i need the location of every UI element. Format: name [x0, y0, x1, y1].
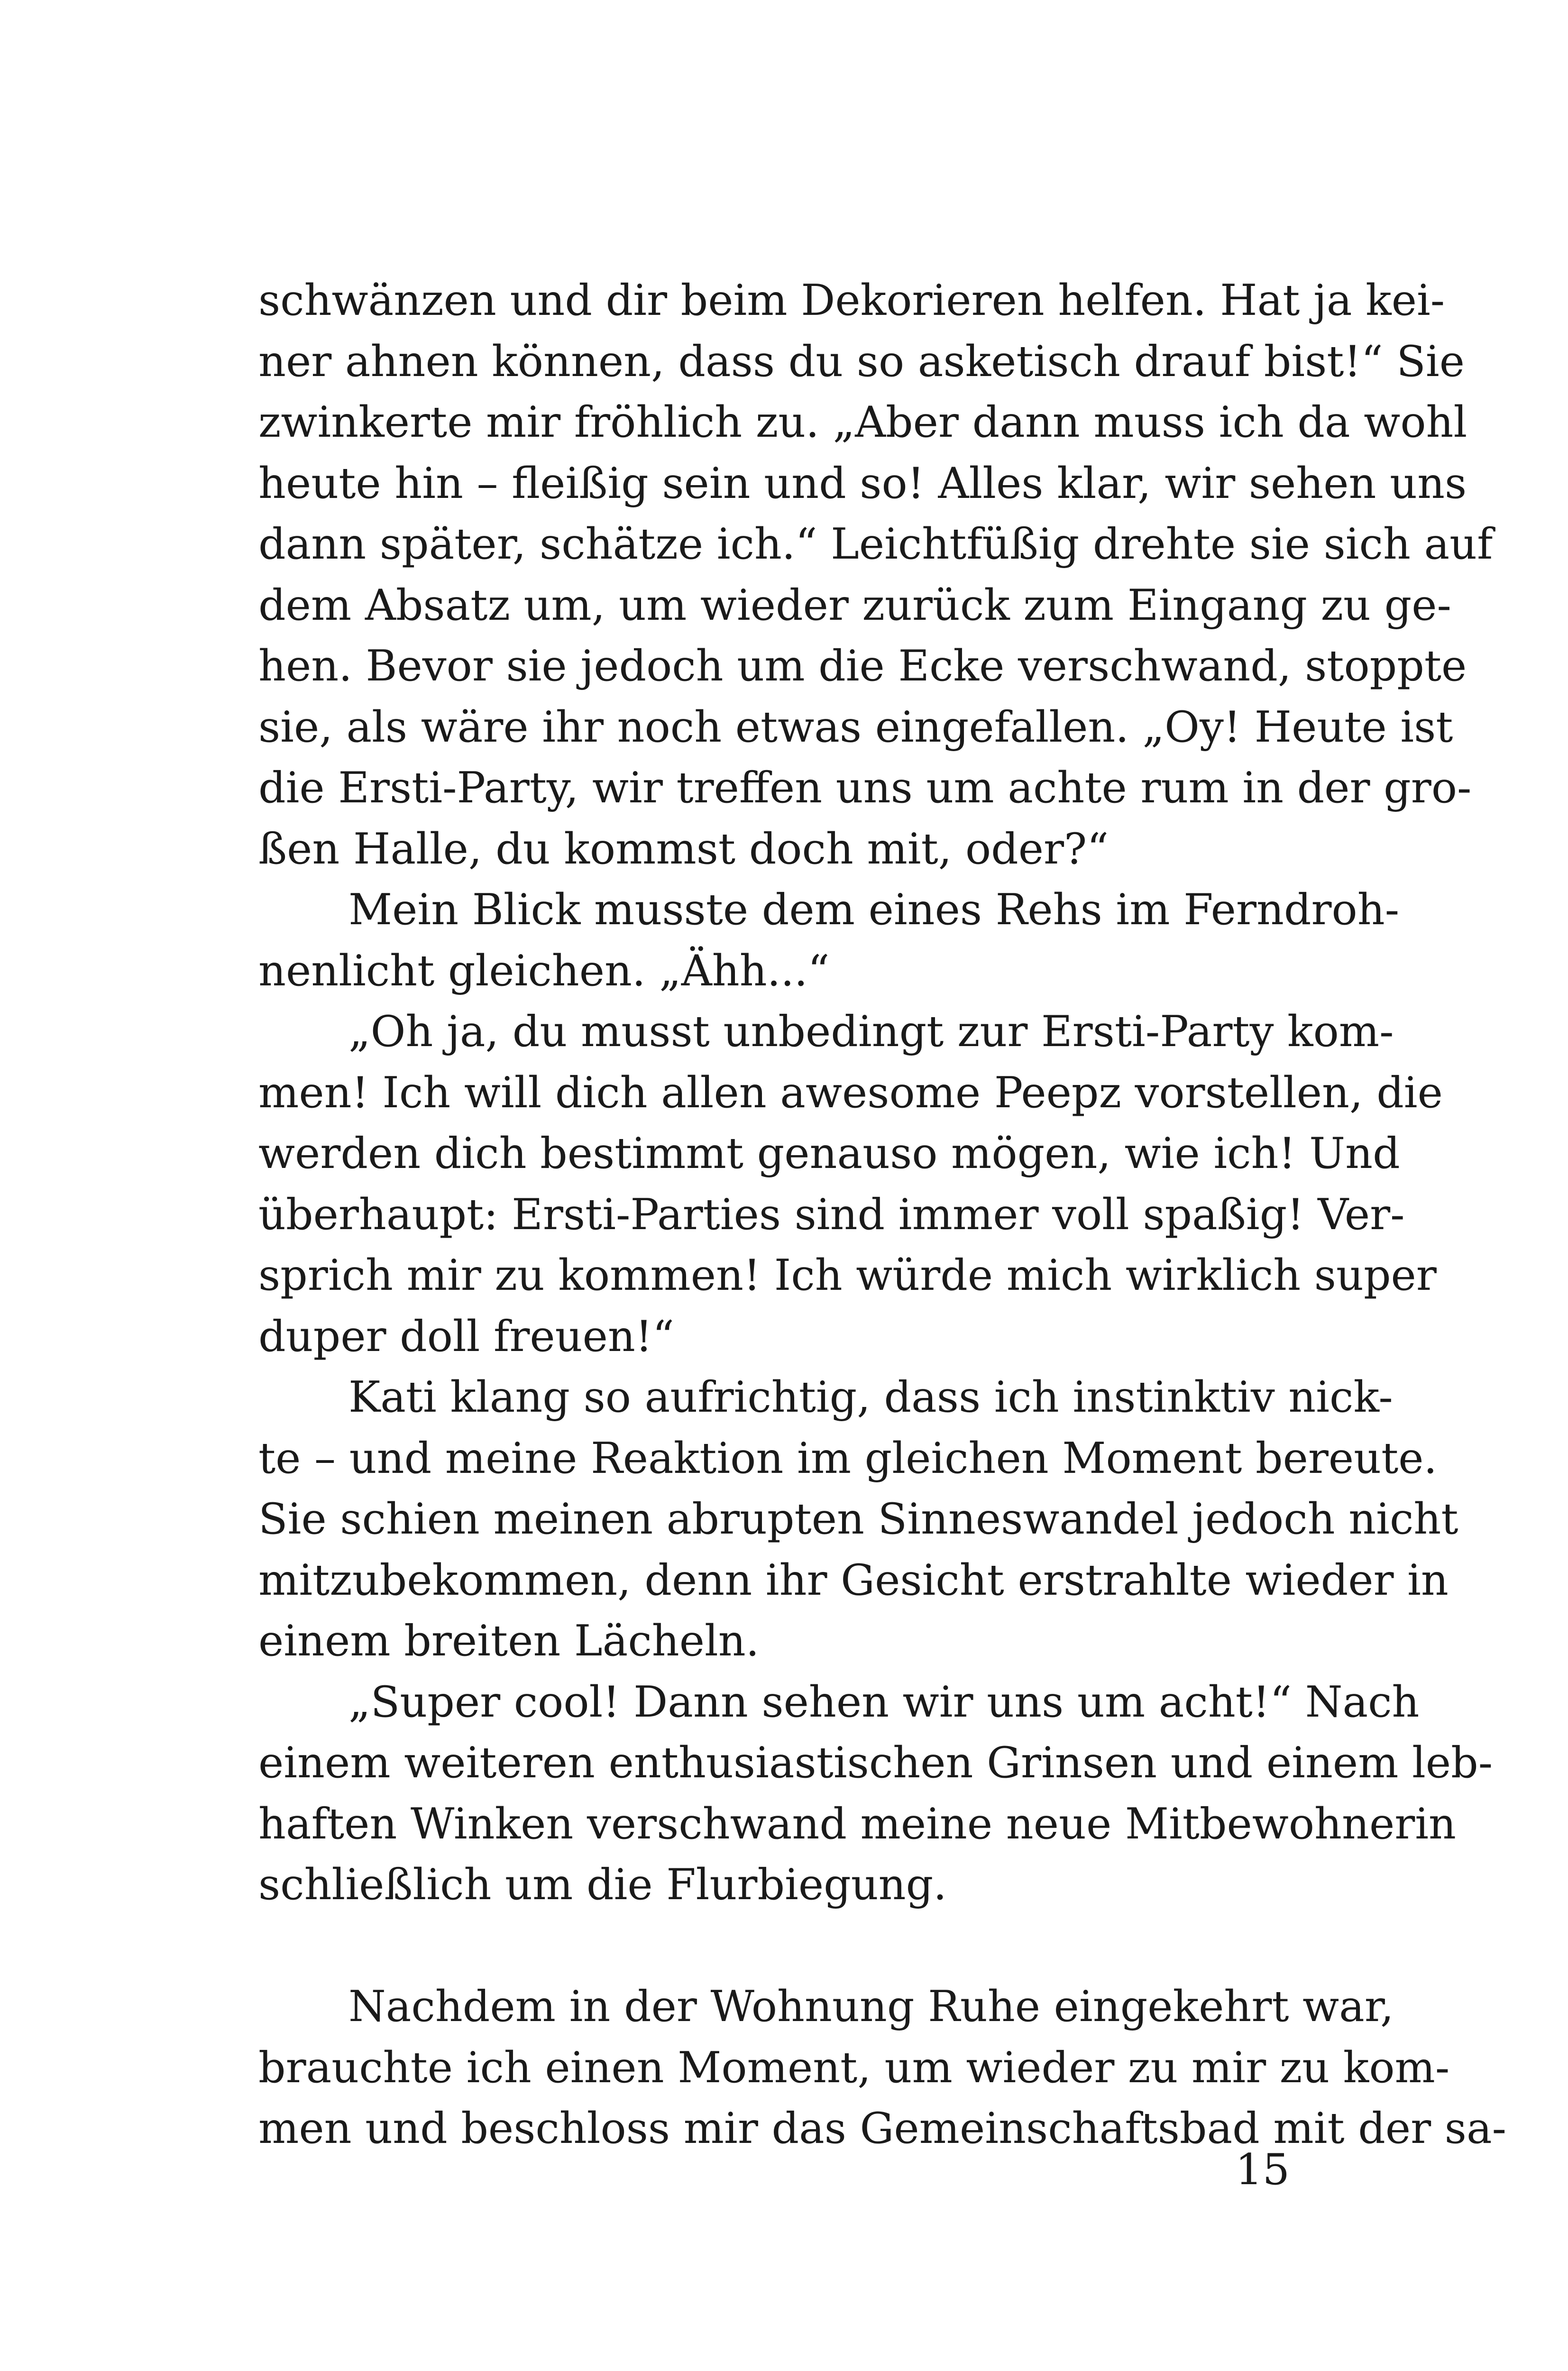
text-line: die Ersti-Party, wir treffen uns um achte rum in der gro- — [258, 763, 1472, 813]
text-line: men und beschloss mir das Gemeinschaftsbad mit der sa- — [258, 2104, 1507, 2153]
text-line: nenlicht gleichen. „Ähh...“ — [258, 946, 830, 996]
text-line: ßen Halle, du kommst doch mit, oder?“ — [258, 824, 1109, 874]
text-line: schließlich um die Flurbiegung. — [258, 1860, 947, 1910]
text-line: zwinkerte mir fröhlich zu. „Aber dann muss ich da wohl — [258, 397, 1467, 447]
text-line: einem breiten Lächeln. — [258, 1616, 760, 1666]
text-line: heute hin – fleißig sein und so! Alles klar, wir sehen uns — [258, 458, 1467, 508]
text-line: duper doll freuen!“ — [258, 1311, 675, 1361]
section-break — [258, 1916, 1290, 1977]
text-line: dann später, schätze ich.“ Leichtfüßig drehte sie sich auf — [258, 519, 1493, 569]
text-line: „Oh ja, du musst unbedingt zur Ersti-Party kom- — [348, 1007, 1394, 1057]
text-line: „Super cool! Dann sehen wir uns um acht!“ Nach — [348, 1677, 1420, 1727]
text-line: einem weiteren enthusiastischen Grinsen und einem leb- — [258, 1738, 1493, 1788]
text-line: hen. Bevor sie jedoch um die Ecke verschwand, stoppte — [258, 641, 1467, 691]
text-line: überhaupt: Ersti-Parties sind immer voll spaßig! Ver- — [258, 1189, 1405, 1240]
text-line: dem Absatz um, um wieder zurück zum Eingang zu ge- — [258, 580, 1451, 630]
text-line: ner ahnen können, dass du so asketisch drauf bist!“ Sie — [258, 336, 1465, 386]
text-line: sie, als wäre ihr noch etwas eingefallen. „Oy! Heute ist — [258, 702, 1453, 752]
page-number: 15 — [1235, 2145, 1290, 2195]
text-line: schwänzen und dir beim Dekorieren helfen. Hat ja kei- — [258, 276, 1445, 325]
text-line: men! Ich will dich allen awesome Peepz vorstellen, die — [258, 1067, 1443, 1118]
text-line: Sie schien meinen abrupten Sinneswandel jedoch nicht — [258, 1494, 1458, 1544]
text-line: werden dich bestimmt genauso mögen, wie ich! Und — [258, 1129, 1400, 1178]
body-text — [258, 270, 1507, 2160]
text-line: Mein Blick musste dem eines Rehs im Ferndroh- — [348, 885, 1400, 935]
text-line: Nachdem in der Wohnung Ruhe eingekehrt war, — [348, 1982, 1394, 2031]
text-line: brauchte ich einen Moment, um wieder zu mir zu kom- — [258, 2042, 1450, 2093]
text-line: te – und meine Reaktion im gleichen Moment bereute. — [258, 1433, 1438, 1483]
text-line: mitzubekommen, denn ihr Gesicht erstrahlte wieder in — [258, 1555, 1449, 1605]
text-line: haften Winken verschwand meine neue Mitbewohnerin — [258, 1799, 1456, 1849]
text-line: sprich mir zu kommen! Ich würde mich wirklich super — [258, 1250, 1437, 1300]
text-line: Kati klang so aufrichtig, dass ich instinktiv nick- — [348, 1372, 1393, 1422]
